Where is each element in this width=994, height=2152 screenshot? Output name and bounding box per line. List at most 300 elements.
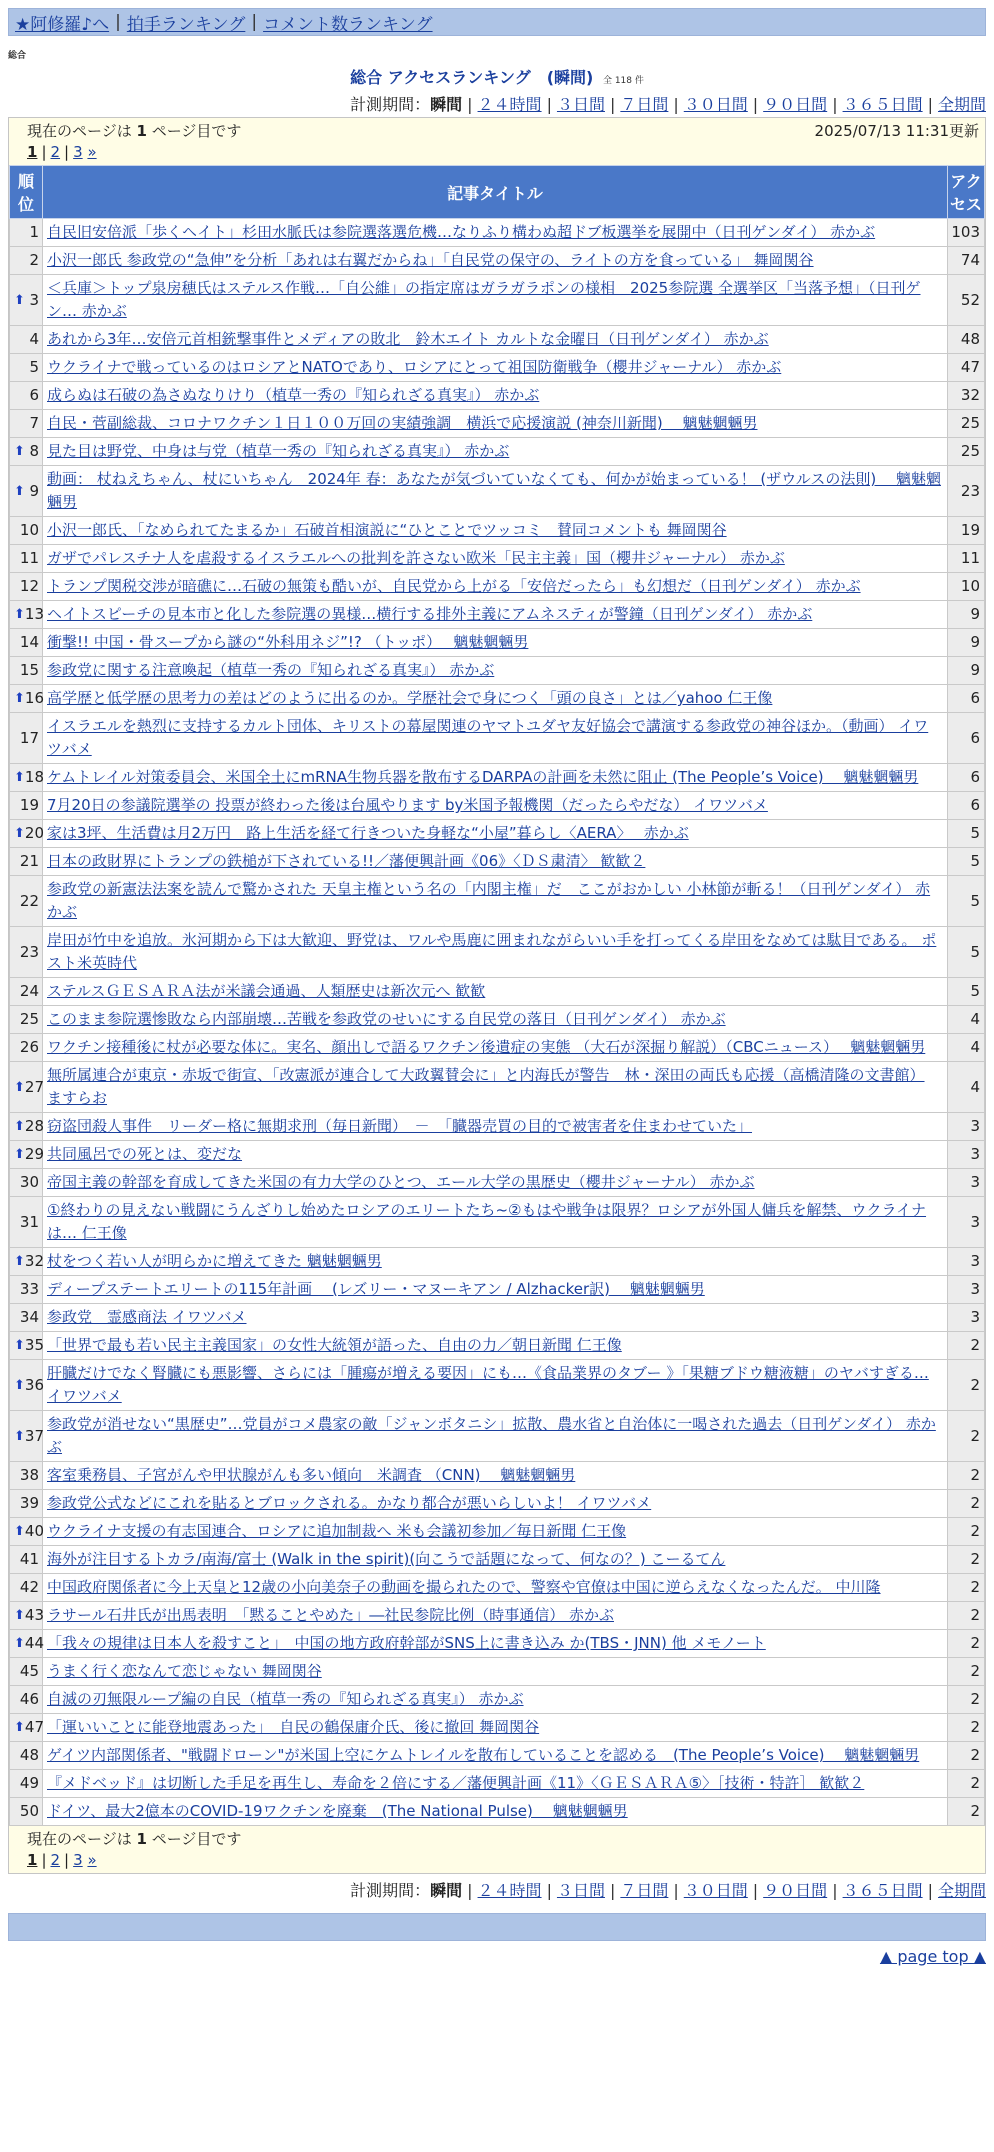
- rank-cell: [10, 247, 43, 275]
- rank-number: 6: [29, 386, 39, 404]
- period-separator: |: [832, 1881, 838, 1900]
- article-link[interactable]: 見た目は野党、中身は与党（植草一秀の『知られざる真実』） 赤かぶ: [47, 442, 510, 460]
- article-link[interactable]: ゲイツ内部関係者、"戦闘ドローン"が米国上空にケムトレイルを散布していることを認める (The People’s Voice) 魑魅魍魎男: [47, 1746, 920, 1764]
- article-link[interactable]: 自滅の刃無限ループ編の自民（植草一秀の『知られざる真実』） 赤かぶ: [47, 1690, 524, 1708]
- rank-up-arrow-icon: ⬆: [14, 1338, 25, 1353]
- rank-number: 24: [19, 982, 39, 1000]
- period-link[interactable]: ７日間: [620, 95, 669, 114]
- rank-up-arrow-icon: ⬆: [14, 1254, 25, 1269]
- article-link[interactable]: 『メドベッド』は切断した手足を再生し、寿命を２倍にする／藩便興計画《11》〈ＧＥＳＡＲＡ⑤〉［技術・特許］ 歓歓２: [47, 1774, 865, 1792]
- table-row: [10, 1304, 985, 1332]
- period-separator: |: [467, 95, 473, 114]
- rank-number: 16: [24, 689, 44, 707]
- article-link[interactable]: ①終わりの見えない戦闘にうんざりし始めたロシアのエリートたち~②もはや戦争は限界？ロシアが外国人傭兵を解禁、ウクライナは… 仁王像: [47, 1201, 927, 1242]
- rank-number: 13: [24, 605, 44, 623]
- table-row: [10, 1141, 985, 1169]
- rank-number: 48: [19, 1746, 39, 1764]
- article-link[interactable]: 参政党に関する注意喚起（植草一秀の『知られざる真実』） 赤かぶ: [47, 661, 495, 679]
- article-link[interactable]: 「世界で最も若い民主主義国家」の女性大統領が語った、自由の力／朝日新聞 仁王像: [47, 1336, 622, 1354]
- access-count: 5: [948, 927, 985, 978]
- rank-number: 15: [19, 661, 39, 679]
- next-page-link[interactable]: »: [87, 143, 97, 161]
- article-link[interactable]: 中国政府関係者に今上天皇と12歳の小向美奈子の動画を撮られたので、警察や官僚は中国に逆らえなくなったんだ。 中川隆: [47, 1578, 881, 1596]
- article-link[interactable]: ディープステートエリートの115年計画 (レズリー・マヌーキアン / Alzhacker訳) 魑魅魍魎男: [47, 1280, 705, 1298]
- rank-cell: [10, 545, 43, 573]
- table-row: [10, 876, 985, 927]
- article-link[interactable]: 家は3坪、生活費は月2万円 路上生活を経て行きついた身軽な“小屋”暮らし〈AERA〉 赤かぶ: [47, 824, 689, 842]
- table-row: [10, 1360, 985, 1411]
- title-cell: [43, 1141, 948, 1169]
- article-link[interactable]: 日本の政財界にトランプの鉄槌が下されている!!／藩便興計画《06》〈ＤＳ粛清〉 歓歓２: [47, 852, 646, 870]
- rank-number: 22: [19, 891, 39, 910]
- access-count: 23: [948, 466, 985, 517]
- article-link[interactable]: 参政党の新憲法法案を読んで驚かされた 天皇主権という名の「内閣主権」だ ここがおかしい 小林節が斬る！（日刊ゲンダイ） 赤かぶ: [47, 880, 931, 921]
- title-cell: [43, 1518, 948, 1546]
- access-count: 5: [948, 876, 985, 927]
- period-link[interactable]: ２４時間: [477, 95, 542, 114]
- access-count: 2: [948, 1714, 985, 1742]
- top-nav-bar: [8, 8, 986, 36]
- rank-number: 12: [19, 577, 39, 595]
- rank-up-arrow-icon: ⬆: [14, 607, 25, 622]
- period-separator: |: [609, 1881, 616, 1900]
- title-cell: [43, 1113, 948, 1141]
- title-cell: [43, 1006, 948, 1034]
- rank-number: 44: [24, 1634, 44, 1652]
- rank-cell: [10, 1798, 43, 1826]
- page-status-suffix: ページ目です: [151, 122, 242, 140]
- article-link[interactable]: 成らぬは石破の為さぬなりけり（植草一秀の『知られざる真実』） 赤かぶ: [47, 386, 540, 404]
- comment-ranking-link[interactable]: コメント数ランキング: [263, 14, 433, 35]
- title-cell: [43, 1714, 948, 1742]
- page-top-link[interactable]: ▲ page top ▲: [879, 1947, 986, 1966]
- table-row: [10, 927, 985, 978]
- access-count: 25: [948, 438, 985, 466]
- article-link[interactable]: ＜兵庫＞トップ泉房穂氏はステルス作戦…「自公維」の指定席はガラガラポンの様相 2025参院選 全選挙区「当落予想」（日刊ゲン… 赤かぶ: [47, 279, 921, 320]
- page-status: [27, 120, 241, 141]
- rank-number: 49: [19, 1774, 39, 1792]
- article-link[interactable]: 肝臓だけでなく腎臓にも悪影響、さらには「腫瘍が増える要因」にも…《食品業界のタブー 》「果糖ブドウ糖液糖」のヤバすぎる… イワツバメ: [47, 1364, 929, 1405]
- period-link[interactable]: ３日間: [556, 1881, 605, 1900]
- rank-number: 17: [19, 728, 39, 747]
- article-link[interactable]: 7月20日の参議院選挙の 投票が終わった後は台風やります by米国予報機関（だったらやだな） イワツバメ: [47, 796, 768, 814]
- article-link[interactable]: 「運いいことに能登地震あった」 自民の鶴保庸介氏、後に撤回 舞岡関谷: [47, 1718, 540, 1736]
- access-count: 2: [948, 1546, 985, 1574]
- access-count: 11: [948, 545, 985, 573]
- access-count: 9: [948, 629, 985, 657]
- rank-cell: [10, 1658, 43, 1686]
- access-count: 2: [948, 1518, 985, 1546]
- access-count: 4: [948, 1034, 985, 1062]
- title-cell: [43, 326, 948, 354]
- rank-up-arrow-icon: ⬆: [14, 1636, 25, 1651]
- article-link[interactable]: ステルスＧＥＳＡＲＡ法が米議会通過、人類歴史は新次元へ 歓歓: [47, 982, 486, 1000]
- rank-number: 8: [29, 442, 39, 460]
- rank-cell: [10, 685, 43, 713]
- rank-cell: [10, 354, 43, 382]
- title-cell: [43, 1411, 948, 1462]
- table-row: [10, 1462, 985, 1490]
- period-selector: [0, 1878, 986, 1901]
- period-link[interactable]: ２４時間: [477, 1881, 542, 1900]
- pager-bottom: [9, 1826, 985, 1873]
- table-row: [10, 1602, 985, 1630]
- article-link[interactable]: 衝撃!! 中国・骨スープから謎の“外科用ネジ”!? （トッポ） 魑魅魍魎男: [47, 633, 529, 651]
- period-link[interactable]: ３日間: [556, 95, 605, 114]
- table-row: [10, 382, 985, 410]
- page-link[interactable]: 3: [73, 143, 83, 161]
- article-link[interactable]: 無所属連合が東京・赤坂で街宣、「改憲派が連合して大政翼賛会に」と内海氏が警告 林・深田の両氏も応援（高橋清隆の文書館） ますらお: [47, 1066, 925, 1107]
- access-count: 2: [948, 1602, 985, 1630]
- article-link[interactable]: ウクライナで戦っているのはロシアとNATOであり、ロシアにとって祖国防衛戦争（櫻井ジャーナル） 赤かぶ: [47, 358, 782, 376]
- rank-cell: [10, 1332, 43, 1360]
- access-count: 47: [948, 354, 985, 382]
- rank-cell: [10, 1630, 43, 1658]
- rank-number: 10: [19, 521, 39, 539]
- table-row: [10, 1770, 985, 1798]
- title-cell: [43, 247, 948, 275]
- page-status-number: 1: [136, 1830, 147, 1848]
- table-row: [10, 657, 985, 685]
- rank-number: 14: [19, 633, 39, 651]
- period-separator: |: [832, 95, 838, 114]
- rank-cell: [10, 629, 43, 657]
- page-separator: |: [64, 143, 70, 161]
- article-link[interactable]: イスラエルを熱烈に支持するカルト団体、キリストの幕屋関連のヤマトユダヤ友好協会で講演する参政党の神谷ほか。（動画） イワツバメ: [47, 717, 929, 758]
- period-separator: |: [927, 95, 933, 114]
- table-row: [10, 1490, 985, 1518]
- article-link[interactable]: 参政党が消せない“黒歴史”…党員がコメ農家の敵「ジャンボタニシ」拡散、農水省と自治体に一喝された過去（日刊ゲンダイ） 赤かぶ: [47, 1415, 936, 1456]
- table-row: [10, 978, 985, 1006]
- article-link[interactable]: 杖をつく若い人が明らかに増えてきた 魑魅魍魎男: [47, 1252, 382, 1270]
- title-cell: [43, 410, 948, 438]
- article-link[interactable]: 参政党公式などにこれを貼るとブロックされる。かなり都合が悪いらしいよ！ イワツバメ: [47, 1494, 652, 1512]
- table-row: [10, 1658, 985, 1686]
- period-current: 瞬間: [430, 95, 463, 114]
- rank-number: 5: [29, 358, 39, 376]
- rank-cell: [10, 764, 43, 792]
- rank-cell: [10, 573, 43, 601]
- table-row: [10, 1006, 985, 1034]
- rank-cell: [10, 1006, 43, 1034]
- title-cell: [43, 466, 948, 517]
- rank-number: 32: [24, 1252, 44, 1270]
- article-link[interactable]: ガザでパレスチナ人を虐殺するイスラエルへの批判を許さない欧米「民主主義」国（櫻井ジャーナル） 赤かぶ: [47, 549, 785, 567]
- access-count: 5: [948, 848, 985, 876]
- rank-cell: [10, 1197, 43, 1248]
- page-status-prefix: 現在のページは: [27, 1830, 132, 1848]
- article-link[interactable]: 高学歴と低学歴の思考力の差はどのように出るのか。学歴社会で身につく「頭の良さ」とは／yahoo 仁王像: [47, 689, 773, 707]
- nav-separator: |: [115, 12, 121, 32]
- title-cell: [43, 927, 948, 978]
- pager-top: [9, 118, 985, 165]
- title-cell: [43, 1197, 948, 1248]
- article-link[interactable]: 客室乗務員、子宮がんや甲状腺がんも多い傾向 米調査 （CNN) 魑魅魍魎男: [47, 1466, 576, 1484]
- table-row: [10, 1798, 985, 1826]
- rank-number: 2: [29, 251, 39, 269]
- rank-number: 31: [19, 1212, 39, 1231]
- access-count: 3: [948, 1141, 985, 1169]
- rank-number: 26: [19, 1038, 39, 1056]
- table-row: [10, 629, 985, 657]
- rank-number: 38: [19, 1466, 39, 1484]
- access-count: 3: [948, 1113, 985, 1141]
- rank-up-arrow-icon: ⬆: [14, 1608, 25, 1623]
- page-current: 1: [27, 143, 38, 161]
- access-count: 2: [948, 1411, 985, 1462]
- period-current: 瞬間: [430, 1881, 463, 1900]
- title-cell: [43, 1304, 948, 1332]
- period-link[interactable]: 全期間: [937, 95, 986, 114]
- access-count: 2: [948, 1332, 985, 1360]
- period-separator: |: [752, 95, 759, 114]
- rank-number: 18: [24, 768, 44, 786]
- period-label: 計測期間：: [350, 1881, 431, 1900]
- rank-cell: [10, 1686, 43, 1714]
- rank-cell: [10, 978, 43, 1006]
- period-link[interactable]: ３０日間: [683, 1881, 748, 1900]
- article-link[interactable]: ドイツ、最大2億本のCOVID-19ワクチンを廃棄 (The National Pulse) 魑魅魍魎男: [47, 1802, 628, 1820]
- title-cell: [43, 438, 948, 466]
- title-cell: [43, 1602, 948, 1630]
- rank-cell: [10, 1742, 43, 1770]
- rank-number: 46: [19, 1690, 39, 1708]
- article-link[interactable]: ウクライナ支援の有志国連合、ロシアに追加制裁へ 米も会議初参加／毎日新聞 仁王像: [47, 1522, 627, 1540]
- page-title-row: [0, 65, 994, 88]
- rank-cell: [10, 601, 43, 629]
- table-row: [10, 1332, 985, 1360]
- rank-number: 45: [19, 1662, 39, 1680]
- title-cell: [43, 1169, 948, 1197]
- period-link[interactable]: ３６５日間: [842, 1881, 923, 1900]
- article-link[interactable]: 参政党 霊感商法 イワツバメ: [47, 1308, 247, 1326]
- rank-up-arrow-icon: ⬆: [14, 1147, 25, 1162]
- table-row: [10, 1411, 985, 1462]
- title-cell: [43, 382, 948, 410]
- title-cell: [43, 685, 948, 713]
- pagination: [27, 1851, 979, 1869]
- rank-number: 35: [24, 1336, 44, 1354]
- rank-up-arrow-icon: ⬆: [14, 1377, 25, 1393]
- period-link[interactable]: ９０日間: [763, 1881, 828, 1900]
- access-count: 10: [948, 573, 985, 601]
- table-row: [10, 1248, 985, 1276]
- access-count: 5: [948, 978, 985, 1006]
- rank-cell: [10, 275, 43, 326]
- article-link[interactable]: 自民旧安倍派「歩くヘイト」杉田水脈氏は参院選落選危機…なりふり構わぬ超ドブ板選挙を展開中（日刊ゲンダイ） 赤かぶ: [47, 223, 876, 241]
- rank-number: 36: [24, 1375, 44, 1394]
- rank-cell: [10, 517, 43, 545]
- rank-number: 19: [19, 796, 39, 814]
- title-cell: [43, 1332, 948, 1360]
- article-link[interactable]: 岸田が竹中を追放。氷河期から下は大歓迎、野党は、ワルや馬鹿に囲まれながらいい手を打ってくる岸田をなめては駄目である。 ポスト米英時代: [47, 931, 937, 972]
- table-row: [10, 1686, 985, 1714]
- page-link[interactable]: 2: [50, 143, 61, 161]
- applause-ranking-link[interactable]: 拍手ランキング: [126, 14, 246, 35]
- rank-cell: [10, 792, 43, 820]
- rank-cell: [10, 1169, 43, 1197]
- table-row: [10, 1113, 985, 1141]
- title-cell: [43, 713, 948, 764]
- access-count: 74: [948, 247, 985, 275]
- article-link[interactable]: ワクチン接種後に杖が必要な体に。実名、顔出しで語るワクチン後遺症の実態 （大石が深掘り解説）（CBCニュース） 魑魅魍魎男: [47, 1038, 926, 1056]
- title-cell: [43, 1742, 948, 1770]
- access-count: 2: [948, 1770, 985, 1798]
- rank-number: 37: [24, 1426, 44, 1445]
- table-row: [10, 354, 985, 382]
- rank-cell: [10, 1304, 43, 1332]
- article-link[interactable]: ラサール石井氏が出馬表明 「黙ることやめた」―社民参院比例（時事通信） 赤かぶ: [47, 1606, 614, 1624]
- table-row: [10, 601, 985, 629]
- rank-cell: [10, 219, 43, 247]
- access-count: 2: [948, 1490, 985, 1518]
- article-link[interactable]: あれから3年…安倍元首相銃撃事件とメディアの敗北 鈴木エイト カルトな金曜日（日刊ゲンダイ） 赤かぶ: [47, 330, 769, 348]
- rank-cell: [10, 1113, 43, 1141]
- article-link[interactable]: 海外が注目するトカラ/南海/富士 (Walk in the spirit)(向こうで話題になって、何なの？) こーるてん: [47, 1550, 726, 1568]
- article-link[interactable]: 小沢一郎氏、「なめられてたまるか」石破首相演説に“ひとことでツッコミ 賛同コメントも 舞岡関谷: [47, 521, 727, 539]
- article-link[interactable]: 自民・菅副総裁、コロナワクチン１日１００万回の実績強調 横浜で応援演説 (神奈川新聞) 魑魅魍魎男: [47, 414, 758, 432]
- access-count: 3: [948, 1197, 985, 1248]
- rank-number: 39: [19, 1494, 39, 1512]
- category-label: 総合: [8, 51, 27, 61]
- period-label: 計測期間：: [350, 95, 431, 114]
- title-cell: [43, 1360, 948, 1411]
- page-current: 1: [27, 1851, 38, 1869]
- rank-up-arrow-icon: ⬆: [14, 1079, 25, 1095]
- table-row: [10, 1546, 985, 1574]
- rank-up-arrow-icon: ⬆: [14, 483, 25, 499]
- rank-cell: [10, 876, 43, 927]
- article-link[interactable]: ケムトレイル対策委員会、米国全土にmRNA生物兵器を散布するDARPAの計画を未然に阻止 (The People’s Voice) 魑魅魍魎男: [47, 768, 919, 786]
- title-cell: [43, 792, 948, 820]
- access-count: 2: [948, 1658, 985, 1686]
- rank-cell: [10, 382, 43, 410]
- rank-number: 4: [29, 330, 39, 348]
- rank-number: 30: [19, 1173, 39, 1191]
- rank-cell: [10, 1714, 43, 1742]
- title-cell: [43, 1798, 948, 1826]
- article-link[interactable]: トランプ関税交渉が暗礁に…石破の無策も酷いが、自民党から上がる「安倍だったら」も幻想だ（日刊ゲンダイ） 赤かぶ: [47, 577, 861, 595]
- next-page-link[interactable]: »: [87, 1851, 97, 1869]
- table-row: [10, 1742, 985, 1770]
- article-link[interactable]: うまく行く恋なんて恋じゃない 舞岡関谷: [47, 1662, 322, 1680]
- rank-number: 28: [24, 1117, 44, 1135]
- rank-cell: [10, 657, 43, 685]
- rank-number: 3: [29, 290, 39, 309]
- rank-cell: [10, 1411, 43, 1462]
- page-status-prefix: 現在のページは: [27, 122, 132, 140]
- table-row: [10, 326, 985, 354]
- rank-cell: [10, 1602, 43, 1630]
- period-link[interactable]: 全期間: [937, 1881, 986, 1900]
- page-title: 総合 アクセスランキング (瞬間): [350, 68, 594, 87]
- period-separator: |: [467, 1881, 473, 1900]
- rank-up-arrow-icon: ⬆: [14, 1428, 25, 1444]
- period-link[interactable]: ３６５日間: [842, 95, 923, 114]
- page-status-number: 1: [136, 122, 147, 140]
- page-separator: |: [41, 1851, 47, 1869]
- rank-number: 7: [29, 414, 39, 432]
- access-count: 2: [948, 1462, 985, 1490]
- rank-up-arrow-icon: ⬆: [14, 292, 25, 308]
- rank-number: 41: [19, 1550, 39, 1568]
- ranking-table: [9, 165, 985, 1826]
- rank-number: 34: [19, 1308, 39, 1326]
- table-row: [10, 1034, 985, 1062]
- page-status: [27, 1828, 979, 1849]
- title-cell: [43, 354, 948, 382]
- table-row: [10, 820, 985, 848]
- pagination: [27, 143, 979, 161]
- rank-cell: [10, 1770, 43, 1798]
- table-row: [10, 713, 985, 764]
- period-separator: |: [927, 1881, 933, 1900]
- title-cell: [43, 1770, 948, 1798]
- rank-up-arrow-icon: ⬆: [14, 444, 25, 459]
- article-link[interactable]: 動画： 杖ねえちゃん、杖にいちゃん 2024年 春：あなたが気づいていなくても、何かが始まっている！ (ザウルスの法則) 魑魅魍魎男: [47, 470, 941, 511]
- title-cell: [43, 1276, 948, 1304]
- title-cell: [43, 848, 948, 876]
- rank-cell: [10, 1276, 43, 1304]
- table-row: [10, 438, 985, 466]
- rank-number: 40: [24, 1522, 44, 1540]
- rank-cell: [10, 1248, 43, 1276]
- article-link[interactable]: 共同風呂での死とは、変だな: [47, 1145, 243, 1163]
- title-cell: [43, 1686, 948, 1714]
- table-row: [10, 517, 985, 545]
- rank-number: 42: [19, 1578, 39, 1596]
- access-count: 2: [948, 1574, 985, 1602]
- rank-cell: [10, 1141, 43, 1169]
- period-link[interactable]: ３０日間: [683, 95, 748, 114]
- table-row: [10, 1169, 985, 1197]
- title-cell: [43, 545, 948, 573]
- period-separator: |: [546, 1881, 552, 1900]
- access-count: 2: [948, 1360, 985, 1411]
- rank-cell: [10, 1546, 43, 1574]
- table-row: [10, 792, 985, 820]
- title-cell: [43, 219, 948, 247]
- period-link[interactable]: ９０日間: [763, 95, 828, 114]
- rank-number: 21: [19, 852, 39, 870]
- access-count: 19: [948, 517, 985, 545]
- period-separator: |: [609, 95, 616, 114]
- title-cell: [43, 517, 948, 545]
- rank-up-arrow-icon: ⬆: [14, 691, 25, 706]
- article-link[interactable]: 窃盗団殺人事件 リーダー格に無期求刑（毎日新聞） － 「臓器売買の目的で被害者を住まわせていた」: [47, 1117, 753, 1135]
- rank-number: 29: [24, 1145, 44, 1163]
- article-link[interactable]: 小沢一郎氏 参政党の“急伸”を分析「あれは右翼だからね」「自民党の保守の、ライトの方を食っている」 舞岡関谷: [47, 251, 814, 269]
- article-link[interactable]: 「我々の規律は日本人を殺すこと」 中国の地方政府幹部がSNS上に書き込み か(TBS・JNN) 他 メモノート: [47, 1634, 766, 1652]
- article-link[interactable]: ヘイトスピーチの見本市と化した参院選の異様…横行する排外主義にアムネスティが警鐘（日刊ゲンダイ） 赤かぶ: [47, 605, 813, 623]
- rank-cell: [10, 820, 43, 848]
- title-cell: [43, 1490, 948, 1518]
- title-cell: [43, 601, 948, 629]
- page-link[interactable]: 2: [50, 1851, 61, 1869]
- article-link[interactable]: このまま参院選惨敗なら内部崩壊…苦戦を参政党のせいにする自民党の落日（日刊ゲンダイ） 赤かぶ: [47, 1010, 726, 1028]
- article-link[interactable]: 帝国主義の幹部を育成してきた米国の有力大学のひとつ、エール大学の黒歴史（櫻井ジャーナル） 赤かぶ: [47, 1173, 755, 1191]
- page-link[interactable]: 3: [73, 1851, 83, 1869]
- rank-cell: [10, 1462, 43, 1490]
- title-cell: [43, 1062, 948, 1113]
- rank-number: 1: [29, 223, 39, 241]
- home-link[interactable]: ★阿修羅♪へ: [15, 14, 110, 35]
- rank-number: 47: [24, 1718, 44, 1736]
- title-cell: [43, 978, 948, 1006]
- period-link[interactable]: ７日間: [620, 1881, 669, 1900]
- title-cell: [43, 629, 948, 657]
- table-row: [10, 848, 985, 876]
